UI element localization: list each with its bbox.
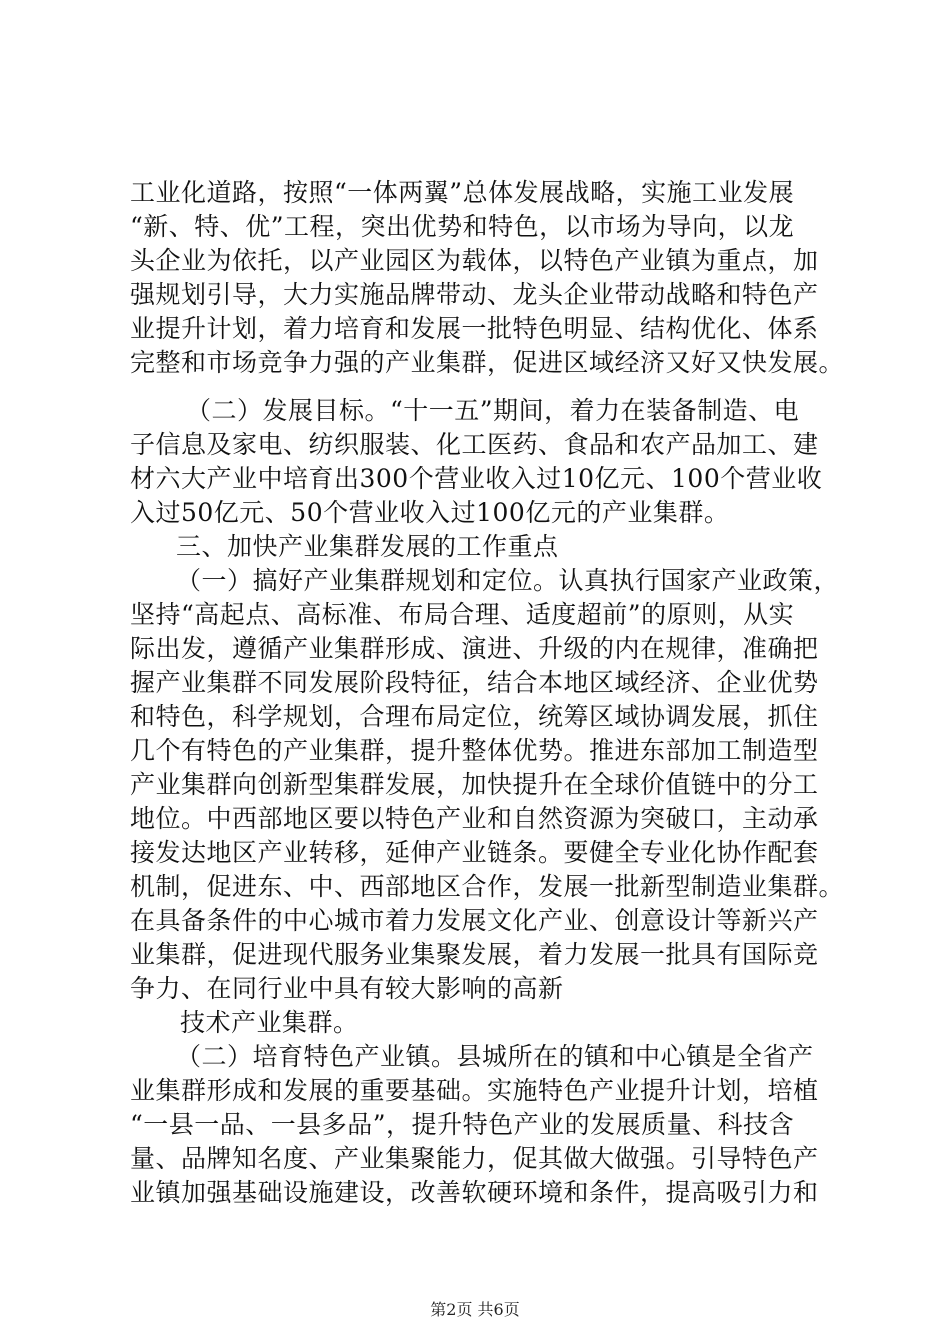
- paragraph-line: （二）发展目标。“十一五”期间，着力在装备制造、电: [186, 396, 800, 425]
- paragraph-line: 机制，促进东、中、西部地区合作，发展一批新型制造业集群。: [130, 872, 845, 901]
- paragraph-line: 产业集群向创新型集群发展，加快提升在全球价值链中的分工: [130, 770, 819, 799]
- paragraph-line: 入过50亿元、50个营业收入过100亿元的产业集群。: [130, 498, 730, 527]
- paragraph-line: （一）搞好产业集群规划和定位。认真执行国家产业政策，: [176, 566, 840, 595]
- paragraph-line: 际出发，遵循产业集群形成、演进、升级的内在规律，准确把: [130, 634, 819, 663]
- paragraph-line: 材六大产业中培育出300个营业收入过10亿元、100个营业收: [130, 464, 823, 493]
- paragraph-line: 业镇加强基础设施建设，改善软硬环境和条件，提高吸引力和: [130, 1178, 819, 1207]
- paragraph-line: 握产业集群不同发展阶段特征，结合本地区域经济、企业优势: [130, 668, 819, 697]
- paragraph-line: 在具备条件的中心城市着力发展文化产业、创意设计等新兴产: [130, 906, 819, 935]
- paragraph-line: 和特色，科学规划，合理布局定位，统筹区域协调发展，抓住: [130, 702, 819, 731]
- paragraph-line: 争力、在同行业中具有较大影响的高新: [130, 974, 564, 1003]
- paragraph-line: 接发达地区产业转移，延伸产业链条。要健全专业化协作配套: [130, 838, 819, 867]
- paragraph-line: 坚持“高起点、高标准、布局合理、适度超前”的原则，从实: [130, 600, 795, 629]
- page-footer: 第2页 共6页: [430, 1300, 520, 1319]
- paragraph-line: 工业化道路，按照“一体两翼”总体发展战略，实施工业发展: [130, 178, 795, 207]
- paragraph-line: 量、品牌知名度、产业集聚能力，促其做大做强。引导特色产: [130, 1144, 819, 1173]
- paragraph-line: 地位。中西部地区要以特色产业和自然资源为突破口，主动承: [130, 804, 819, 833]
- paragraph-line: 业集群，促进现代服务业集聚发展，着力发展一批具有国际竞: [130, 940, 819, 969]
- paragraph-line: “新、特、优”工程，突出优势和特色，以市场为导向，以龙: [130, 212, 795, 241]
- paragraph-line: 几个有特色的产业集群，提升整体优势。推进东部加工制造型: [130, 736, 819, 765]
- paragraph-line: 头企业为依托，以产业园区为载体，以特色产业镇为重点，加: [130, 246, 819, 275]
- paragraph-line: 业提升计划，着力培育和发展一批特色明显、结构优化、体系: [130, 314, 819, 343]
- paragraph-line: 完整和市场竞争力强的产业集群，促进区域经济又好又快发展。: [130, 348, 845, 377]
- paragraph-line: 强规划引导，大力实施品牌带动、龙头企业带动战略和特色产: [130, 280, 819, 309]
- paragraph-line: 业集群形成和发展的重要基础。实施特色产业提升计划，培植: [130, 1076, 819, 1105]
- paragraph-line: 子信息及家电、纺织服装、化工医药、食品和农产品加工、建: [130, 430, 819, 459]
- paragraph-line: “一县一品、一县多品”，提升特色产业的发展质量、科技含: [130, 1110, 795, 1139]
- paragraph-line: （二）培育特色产业镇。县城所在的镇和中心镇是全省产: [176, 1042, 814, 1071]
- paragraph-line: 技术产业集群。: [180, 1008, 359, 1037]
- section-heading: 三、加快产业集群发展的工作重点: [176, 532, 559, 561]
